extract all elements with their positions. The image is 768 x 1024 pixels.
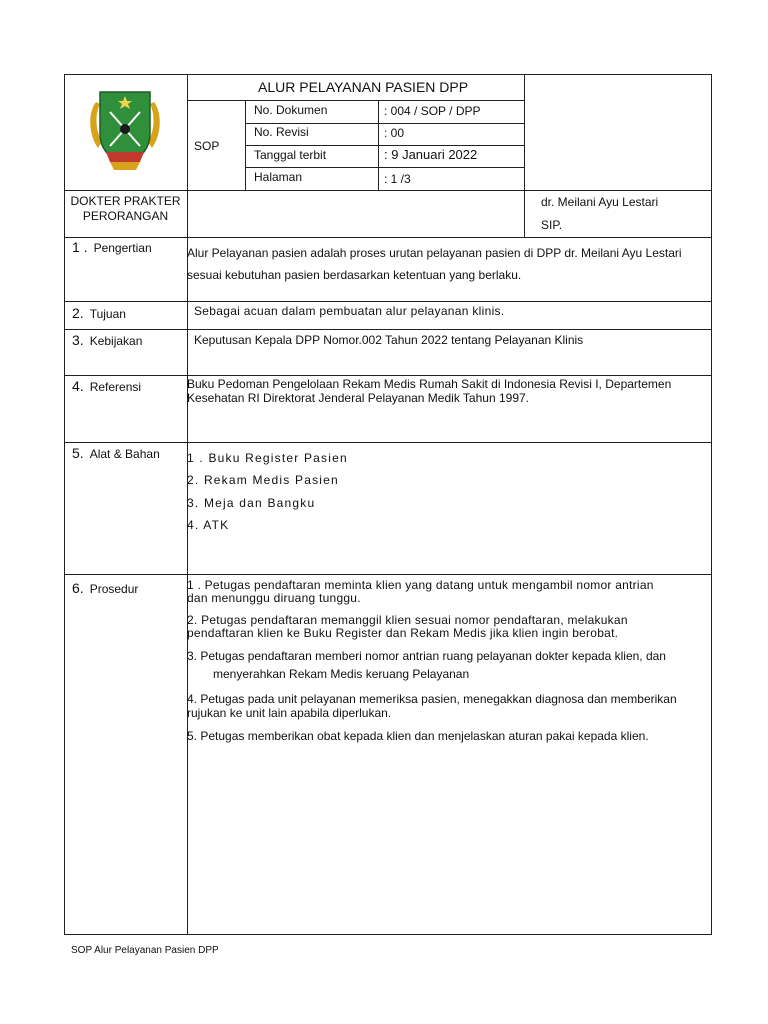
prosedur-step-4: 4. Petugas pada unit pelayanan memeriksa pasien, menegakkan diagnosa dan memberikan [187, 692, 677, 706]
grid-line [64, 74, 712, 75]
referensi-text-line2: Kesehatan RI Direktorat Jenderal Pelayanan Medik Tahun 1997. [187, 391, 529, 405]
section-number: 4. [72, 378, 84, 394]
grid-line [524, 74, 525, 237]
section-number: 3. [72, 332, 84, 348]
prosedur-step-4-cont: rujukan ke unit lain apabila diperlukan. [187, 706, 392, 720]
prosedur-step-3: 3. Petugas pendaftaran memberi nomor antrian ruang pelayanan dokter kepada klien, dan [187, 649, 666, 663]
section-pengertian-label [72, 240, 152, 255]
prosedur-step-2-cont: pendaftaran klien ke Buku Register dan Rekam Medis jika klien ingin berobat. [187, 626, 619, 640]
page-value: : 1 /3 [384, 172, 411, 186]
section-title: Pengertian [93, 241, 152, 255]
page-footer: SOP Alur Pelayanan Pasien DPP [71, 945, 219, 956]
section-title: Referensi [89, 380, 142, 394]
section-prosedur-label [72, 581, 138, 596]
emblem-logo [86, 82, 164, 174]
grid-line [187, 100, 524, 101]
grid-line [64, 329, 712, 330]
referensi-text-line1: Buku Pedoman Pengelolaan Rekam Medis Rumah Sakit di Indonesia Revisi I, Departemen [187, 377, 672, 391]
section-title: Alat & Bahan [89, 447, 160, 461]
doc-number-value: : 004 / SOP / DPP [384, 104, 481, 118]
grid-line [245, 145, 524, 146]
document-title: ALUR PELAYANAN PASIEN DPP [258, 79, 469, 95]
doc-number-label: No. Dokumen [254, 103, 328, 117]
grid-line [64, 442, 712, 443]
grid-line [64, 237, 712, 238]
pengertian-text-line1: Alur Pelayanan pasien adalah proses urutan pelayanan pasien di DPP dr. Meilani Ayu Lestari [187, 246, 682, 260]
section-number: 1 . [72, 239, 88, 255]
section-title: Kebijakan [89, 334, 143, 348]
list-item: 1 . Buku Register Pasien [187, 451, 348, 465]
section-tujuan-label [72, 306, 126, 321]
tujuan-text: Sebagai acuan dalam pembuatan alur pelayanan klinis. [194, 304, 505, 318]
grid-line [64, 934, 712, 935]
section-number: 6. [72, 580, 84, 596]
section-referensi-label [72, 379, 141, 394]
section-number: 2. [72, 305, 84, 321]
section-kebijakan-label [72, 333, 142, 348]
prosedur-step-2: 2. Petugas pendaftaran memanggil klien sesuai nomor pendaftaran, melakukan [187, 613, 628, 627]
issue-date-label: Tanggal terbit [254, 148, 327, 162]
grid-line [711, 74, 712, 935]
prosedur-step-1: 1 . Petugas pendaftaran meminta klien yang datang untuk mengambil nomor antrian [187, 578, 654, 592]
unit-name-line2: PERORANGAN [82, 209, 169, 223]
section-title: Tujuan [89, 307, 126, 321]
grid-line [64, 190, 712, 191]
grid-line [245, 123, 524, 124]
doctor-sip: SIP. [541, 218, 563, 232]
grid-line [64, 301, 712, 302]
section-alat-label [72, 446, 160, 461]
revision-value: : 00 [384, 126, 405, 140]
pengertian-text-line2: sesuai kebutuhan pasien berdasarkan ketentuan yang berlaku. [187, 268, 522, 282]
section-title: Prosedur [89, 582, 139, 596]
grid-line [64, 375, 712, 376]
page-label: Halaman [254, 170, 303, 184]
list-item: 3. Meja dan Bangku [187, 496, 316, 510]
issue-date-value: : 9 Januari 2022 [384, 147, 478, 162]
sop-label: SOP [194, 139, 220, 153]
prosedur-step-3-cont: menyerahkan Rekam Medis keruang Pelayanan [213, 667, 470, 681]
list-item: 4. ATK [187, 518, 230, 532]
section-number: 5. [72, 445, 84, 461]
grid-line [64, 574, 712, 575]
list-item: 2. Rekam Medis Pasien [187, 473, 339, 487]
prosedur-step-1-cont: dan menunggu diruang tunggu. [187, 591, 361, 605]
prosedur-step-5: 5. Petugas memberikan obat kepada klien dan menjelaskan aturan pakai kepada klien. [187, 729, 649, 743]
kebijakan-text: Keputusan Kepala DPP Nomor.002 Tahun 2022 tentang Pelayanan Klinis [194, 333, 584, 347]
revision-label: No. Revisi [254, 125, 309, 139]
grid-line [245, 167, 524, 168]
doctor-name: dr. Meilani Ayu Lestari [541, 195, 659, 209]
unit-name-line1: DOKTER PRAKTER [70, 194, 181, 208]
